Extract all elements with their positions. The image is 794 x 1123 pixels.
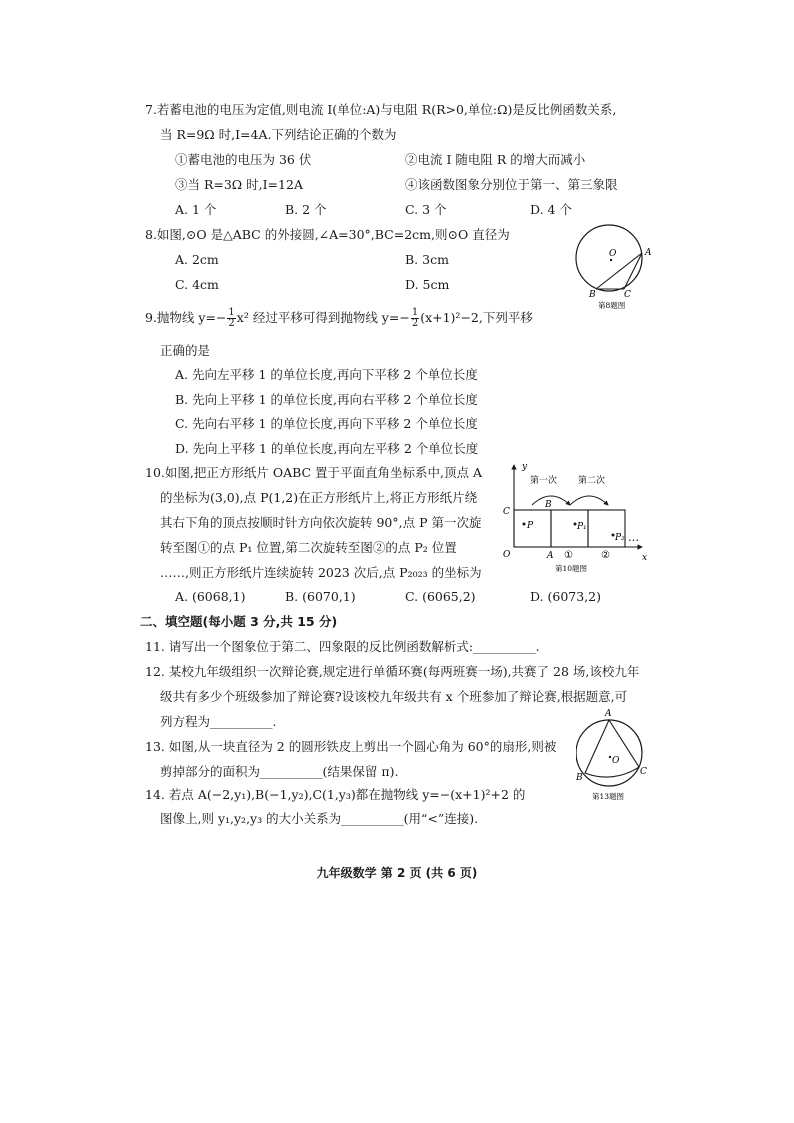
q10-label-b: B	[545, 500, 552, 510]
q10-stem-line4: 转至图①的点 P₁ 位置,第二次旋转至图②的点 P₂ 位置	[160, 540, 457, 555]
q7-option-c: C. 3 个	[405, 202, 447, 217]
q8-label-o: O	[609, 249, 617, 259]
q13-caption: 第13题图	[592, 792, 625, 801]
q10-label-second: 第二次	[578, 476, 606, 486]
q8-label-c: C	[624, 290, 631, 300]
q7-option-b: B. 2 个	[285, 202, 327, 217]
q8-figure	[568, 220, 658, 312]
q13-stem-line2: 剪掉部分的面积为__________(结果保留 π).	[160, 764, 399, 779]
q10-caption: 第10题图	[555, 564, 588, 573]
q10-stem-line1: 10.如图,把正方形纸片 OABC 置于平面直角坐标系中,顶点 A	[145, 465, 483, 480]
section-2-heading: 二、填空题(每小题 3 分,共 15 分)	[140, 614, 338, 629]
q8-caption: 第8题图	[598, 301, 626, 310]
q9-option-b: B. 先向上平移 1 的单位长度,再向右平移 2 个单位长度	[175, 392, 478, 407]
q14-stem-line1: 14. 若点 A(−2,y₁),B(−1,y₂),C(1,y₃)都在抛物线 y=−(x+1)²+2 的	[145, 787, 526, 802]
q12-stem-line3: 列方程为__________.	[160, 714, 277, 729]
q9-option-a: A. 先向左平移 1 的单位长度,再向下平移 2 个单位长度	[175, 367, 478, 382]
q8-option-d: D. 5cm	[405, 277, 450, 292]
q7-statement-4: ④该函数图象分别位于第一、第三象限	[405, 177, 618, 192]
q9-mid1: x² 经过平移可得到抛物线 y=−	[236, 310, 410, 325]
q9-stem-line2: 正确的是	[160, 343, 211, 358]
q13-label-c: C	[640, 767, 647, 777]
q10-stem-line2: 的坐标为(3,0),点 P(1,2)在正方形纸片上,将正方形纸片绕	[160, 490, 478, 505]
q10-option-b: B. (6070,1)	[285, 589, 356, 604]
q10-label-p: P	[527, 521, 534, 531]
q10-label-o: O	[503, 550, 511, 560]
q13-figure	[576, 700, 656, 802]
q12-stem-line1: 12. 某校九年级组织一次辩论赛,规定进行单循环赛(每两班赛一场),共赛了 28 场,该校九年	[145, 664, 640, 679]
q8-option-b: B. 3cm	[405, 252, 449, 267]
q7-stem-line2: 当 R=9Ω 时,I=4A.下列结论正确的个数为	[160, 127, 397, 142]
q8-option-a: A. 2cm	[175, 252, 219, 267]
q11-stem: 11. 请写出一个图象位于第二、四象限的反比例函数解析式:__________.	[145, 639, 540, 654]
page-footer: 九年级数学 第 2 页 (共 6 页)	[316, 866, 478, 880]
q8-option-c: C. 4cm	[175, 277, 219, 292]
q10-option-d: D. (6073,2)	[530, 589, 602, 604]
q10-label-p1: P₁	[577, 522, 587, 532]
q7-option-a: A. 1 个	[175, 202, 217, 217]
q10-label-y: y	[522, 462, 528, 472]
q8-stem: 8.如图,⊙O 是△ABC 的外接圆,∠A=30°,BC=2cm,则⊙O 直径为	[145, 227, 510, 242]
q10-figure	[500, 459, 665, 581]
q13-label-a: A	[605, 709, 612, 719]
q9-mid2: (x+1)²−2,下列平移	[420, 310, 533, 325]
q7-statement-1: ①蓄电池的电压为 36 伏	[175, 152, 312, 167]
q10-label-dots: …	[628, 531, 639, 544]
q10-label-x: x	[642, 553, 648, 563]
q10-label-first: 第一次	[530, 476, 558, 486]
q9-stem-line1	[145, 305, 533, 331]
q9-pre: 9.抛物线 y=−	[145, 310, 227, 325]
q7-option-d: D. 4 个	[530, 202, 572, 217]
q8-label-a: A	[645, 248, 652, 258]
q12-stem-line2: 级共有多少个班级参加了辩论赛?设该校九年级共有 x 个班参加了辩论赛,根据题意,可	[160, 689, 628, 704]
q13-stem-line1: 13. 如图,从一块直径为 2 的圆形铁皮上剪出一个圆心角为 60°的扇形,则被	[145, 739, 557, 754]
q8-label-b: B	[589, 290, 596, 300]
q10-label-c: C	[503, 507, 510, 517]
q13-label-o: O	[612, 756, 620, 766]
q9-option-c: C. 先向右平移 1 的单位长度,再向下平移 2 个单位长度	[175, 416, 478, 431]
q9-fraction-1: $\frac{1}{2}$	[228, 307, 235, 329]
q14-stem-line2: 图像上,则 y₁,y₂,y₃ 的大小关系为__________(用“<”连接).	[160, 811, 479, 826]
q10-option-a: A. (6068,1)	[175, 589, 246, 604]
q7-statement-3: ③当 R=3Ω 时,I=12A	[175, 177, 303, 192]
q13-label-b: B	[576, 773, 583, 783]
q10-option-c: C. (6065,2)	[405, 589, 476, 604]
q10-stem-line5: ……,则正方形纸片连续旋转 2023 次后,点 P₂₀₂₃ 的坐标为	[160, 565, 482, 580]
q7-statement-2: ②电流 I 随电阻 R 的增大而减小	[405, 152, 586, 167]
q10-label-circle1: ①	[564, 550, 573, 561]
q10-stem-line3: 其右下角的顶点按顺时针方向依次旋转 90°,点 P 第一次旋	[160, 515, 482, 530]
q9-fraction-2: $\frac{1}{2}$	[411, 307, 419, 329]
q10-label-p2: P₂	[615, 533, 625, 543]
q10-label-a: A	[547, 551, 554, 561]
q10-label-circle2: ②	[601, 550, 610, 561]
q7-stem-line1: 7.若蓄电池的电压为定值,则电流 I(单位:A)与电阻 R(R>0,单位:Ω)是反比例函数关系,	[145, 102, 617, 117]
q9-option-d: D. 先向上平移 1 的单位长度,再向左平移 2 个单位长度	[175, 441, 479, 456]
